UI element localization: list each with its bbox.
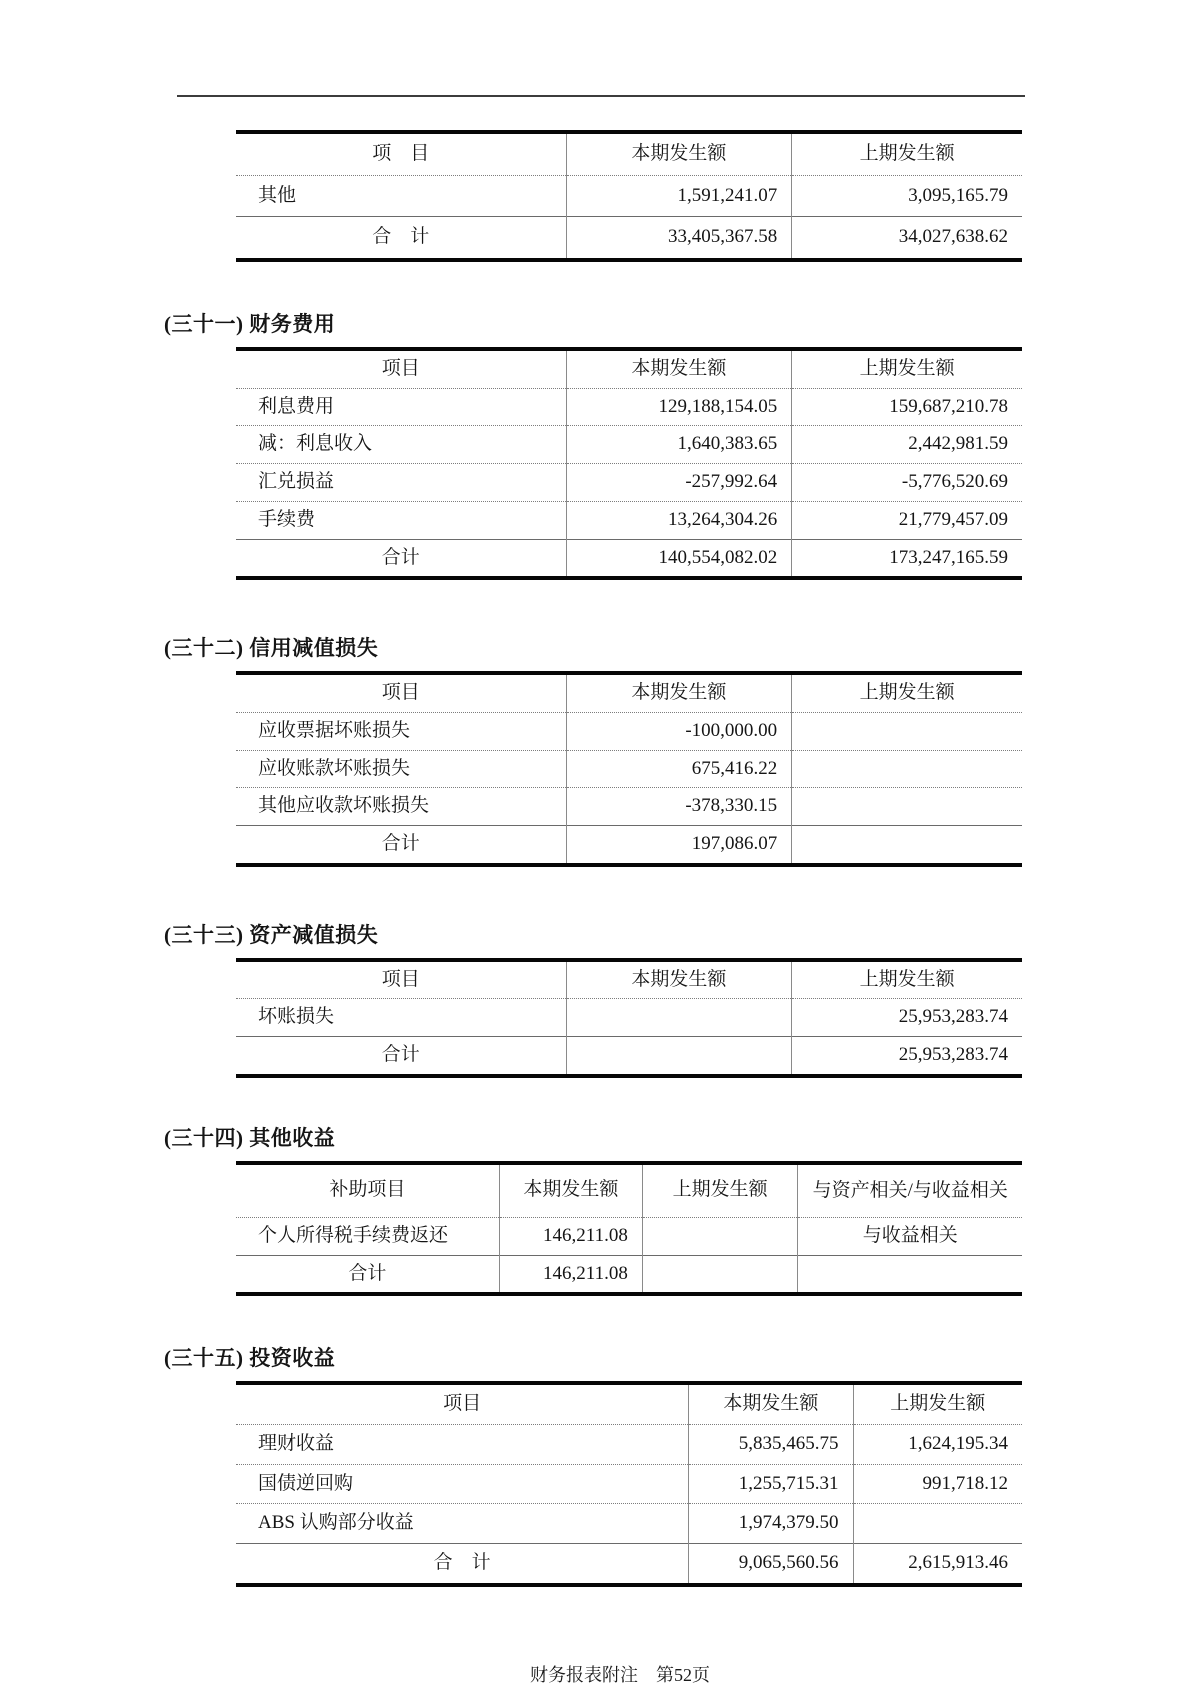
section-title: (三十五) 投资收益 <box>164 1346 336 1371</box>
section-title: (三十一) 财务费用 <box>164 312 336 337</box>
section-title: (三十四) 其他收益 <box>164 1125 336 1150</box>
total-row <box>236 825 1022 864</box>
cell-related: 与收益相关 <box>798 1217 1022 1255</box>
cell-item: 合计 <box>236 539 566 578</box>
cell-prior: 25,953,283.74 <box>792 1037 1022 1076</box>
header-item: 项目 <box>381 682 420 704</box>
section-financial-expenses <box>0 308 1200 580</box>
cell-prior: 2,615,913.46 <box>853 1544 1022 1585</box>
section-asset-impairment-losses <box>0 919 1200 1078</box>
cell-prior <box>642 1255 798 1294</box>
cell-item: 应收账款坏账损失 <box>236 750 566 788</box>
total-row <box>236 1037 1022 1076</box>
header-prior-period: 上期发生额 <box>853 1383 1022 1424</box>
cell-item: 其他应收款坏账损失 <box>236 788 566 826</box>
total-row <box>236 217 1022 260</box>
total-row <box>236 1544 1022 1585</box>
header-item: 项目 <box>443 1393 482 1415</box>
cell-current: 140,554,082.02 <box>566 539 792 578</box>
cell-item: 合计 <box>236 1037 566 1076</box>
total-row <box>236 539 1022 578</box>
cell-current: 13,264,304.26 <box>566 501 792 539</box>
header-current-period: 本期发生额 <box>566 960 792 999</box>
cell-prior: 1,624,195.34 <box>853 1425 1022 1465</box>
section-investment-income <box>0 1342 1200 1586</box>
table-header-row <box>236 349 1022 388</box>
cell-prior: 25,953,283.74 <box>792 999 1022 1037</box>
table-row <box>236 175 1022 217</box>
cell-prior: -5,776,520.69 <box>792 464 1022 502</box>
header-prior-period: 上期发生额 <box>792 673 1022 712</box>
cell-current: -257,992.64 <box>566 464 792 502</box>
table-row <box>236 426 1022 464</box>
table-row <box>236 712 1022 750</box>
section-title: (三十三) 资产减值损失 <box>164 922 379 947</box>
asset-impairment-table <box>236 958 1022 1078</box>
page-footer: 财务报表附注 第52页 <box>530 1664 710 1685</box>
header-prior-period: 上期发生额 <box>792 349 1022 388</box>
cell-item: 合计 <box>236 825 566 864</box>
cell-current: 675,416.22 <box>566 750 792 788</box>
cell-item: 汇兑损益 <box>236 464 566 502</box>
cell-current: 1,640,383.65 <box>566 426 792 464</box>
cell-current <box>566 1037 792 1076</box>
header-prior-period: 上期发生额 <box>792 132 1022 175</box>
cell-current: 1,974,379.50 <box>689 1504 853 1544</box>
cell-prior <box>642 1217 798 1255</box>
table-row <box>236 750 1022 788</box>
cell-current: 33,405,367.58 <box>566 217 792 260</box>
cell-prior <box>792 750 1022 788</box>
header-prior-period: 上期发生额 <box>792 960 1022 999</box>
header-prior-period: 上期发生额 <box>642 1163 798 1218</box>
table-row <box>236 1425 1022 1465</box>
cell-current <box>566 999 792 1037</box>
table-header-row <box>236 673 1022 712</box>
other-income-table <box>236 1161 1022 1297</box>
cell-prior <box>853 1504 1022 1544</box>
cell-item: 合计 <box>236 1255 499 1294</box>
cell-item: ABS 认购部分收益 <box>236 1504 689 1544</box>
cell-prior: 173,247,165.59 <box>792 539 1022 578</box>
cell-current: 1,255,715.31 <box>689 1464 853 1504</box>
cell-item: 合 计 <box>236 217 566 260</box>
cell-current: 129,188,154.05 <box>566 388 792 426</box>
cell-current: 1,591,241.07 <box>566 175 792 217</box>
cell-item: 合 计 <box>236 1544 689 1585</box>
cell-prior <box>792 825 1022 864</box>
cell-item: 国债逆回购 <box>236 1464 689 1504</box>
cell-current: -378,330.15 <box>566 788 792 826</box>
header-current-period: 本期发生额 <box>566 349 792 388</box>
cell-prior: 991,718.12 <box>853 1464 1022 1504</box>
table-row <box>236 788 1022 826</box>
table-header-row <box>236 132 1022 175</box>
cell-current: 5,835,465.75 <box>689 1425 853 1465</box>
financial-expenses-table <box>236 347 1022 580</box>
credit-impairment-table <box>236 671 1022 866</box>
header-current-period: 本期发生额 <box>689 1383 853 1424</box>
cell-current: 197,086.07 <box>566 825 792 864</box>
cell-item: 利息费用 <box>236 388 566 426</box>
header-rule <box>177 95 1025 97</box>
cell-item: 减：利息收入 <box>236 426 566 464</box>
cell-item: 手续费 <box>236 501 566 539</box>
section-title: (三十二) 信用减值损失 <box>164 636 379 661</box>
investment-income-table <box>236 1381 1022 1586</box>
header-current-period: 本期发生额 <box>566 673 792 712</box>
cell-current: 9,065,560.56 <box>689 1544 853 1585</box>
cell-prior: 34,027,638.62 <box>792 217 1022 260</box>
total-row <box>236 1255 1022 1294</box>
table-header-row <box>236 1383 1022 1424</box>
table-header-row <box>236 1163 1022 1218</box>
cell-item: 坏账损失 <box>236 999 566 1037</box>
header-current-period: 本期发生额 <box>499 1163 642 1218</box>
header-current-period: 本期发生额 <box>566 132 792 175</box>
header-item: 项目 <box>381 358 420 380</box>
cell-related <box>798 1255 1022 1294</box>
table-row <box>236 388 1022 426</box>
cell-current: 146,211.08 <box>499 1217 642 1255</box>
table-row <box>236 464 1022 502</box>
cell-prior <box>792 712 1022 750</box>
header-item: 项目 <box>381 968 420 990</box>
section-continuation <box>236 130 1022 262</box>
section-other-income <box>0 1122 1200 1297</box>
continuation-table <box>236 130 1022 262</box>
table-header-row <box>236 960 1022 999</box>
cell-prior <box>792 788 1022 826</box>
cell-item: 理财收益 <box>236 1425 689 1465</box>
cell-current: -100,000.00 <box>566 712 792 750</box>
cell-prior: 21,779,457.09 <box>792 501 1022 539</box>
cell-current: 146,211.08 <box>499 1255 642 1294</box>
table-row <box>236 1504 1022 1544</box>
table-row <box>236 501 1022 539</box>
header-asset-or-income-related: 与资产相关/与收益相关 <box>798 1163 1022 1218</box>
cell-item: 个人所得税手续费返还 <box>236 1217 499 1255</box>
section-credit-impairment-losses <box>0 632 1200 866</box>
cell-item: 其他 <box>236 175 566 217</box>
header-subsidy-item: 补助项目 <box>329 1179 406 1201</box>
table-row <box>236 999 1022 1037</box>
cell-item: 应收票据坏账损失 <box>236 712 566 750</box>
header-item: 项 目 <box>372 143 430 164</box>
table-row <box>236 1217 1022 1255</box>
cell-prior: 3,095,165.79 <box>792 175 1022 217</box>
cell-prior: 159,687,210.78 <box>792 388 1022 426</box>
table-row <box>236 1464 1022 1504</box>
cell-prior: 2,442,981.59 <box>792 426 1022 464</box>
